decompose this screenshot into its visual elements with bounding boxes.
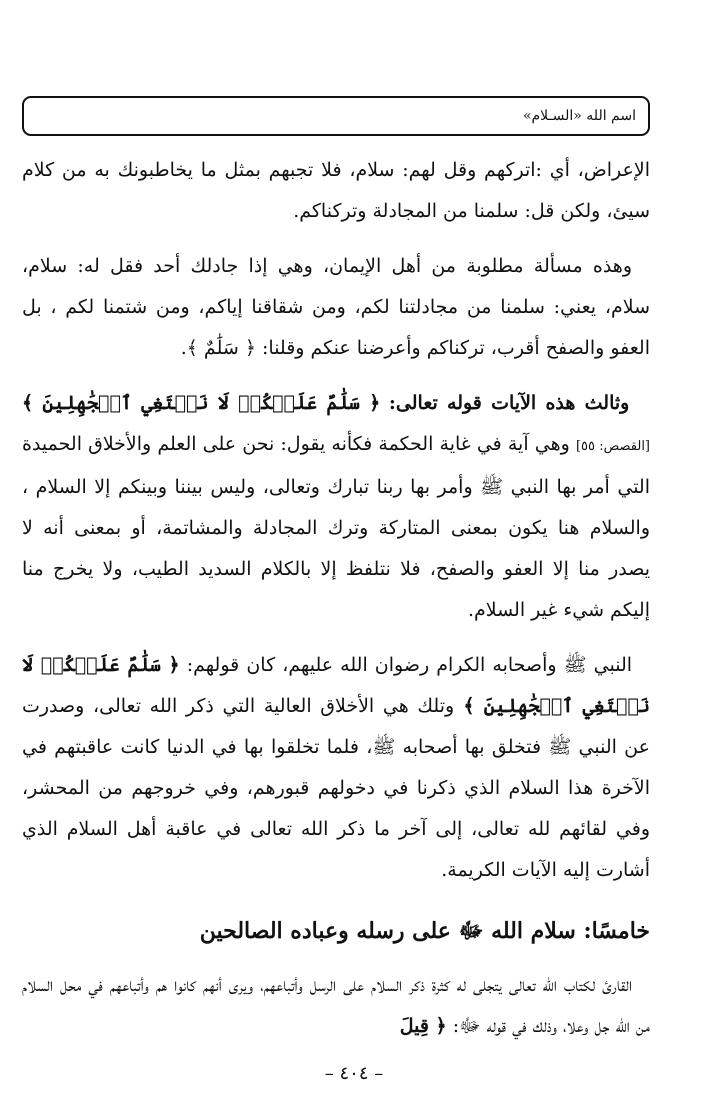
section-heading: خامسًا: سلام الله ﷻ على رسله وعباده الصالحين bbox=[199, 918, 650, 944]
paragraph-2 bbox=[22, 246, 650, 369]
running-header-box bbox=[22, 96, 650, 136]
paragraph-4-text: النبي ﷺ وأصحابه الكرام رضوان الله عليهم، كان قولهم: bbox=[186, 654, 633, 676]
paragraph-2-text: وهذه مسألة مطلوبة من أهل الإيمان، وهي إذا جادلك أحد فقل له: سلام، سلام، يعني: سلمنا من مجادلتنا لكم، ومن شقاقنا إياكم، ومن شتمنا لكم ، بل العفو والصفح أقرب، تركناكم وأعرضنا عنكم وقلنا: ﴿ سَلَٰمٌ ﴾. bbox=[22, 255, 650, 359]
closing-paragraph-text: القارئ لكتاب الله تعالى يتجلى له كثرة ذكر السلام على الرسل وأتباعهم، ويرى أنهم كانوا هم وأتباعهم في محل السلام من الله جل وعلا، وذلك في قوله ﷻ: bbox=[22, 974, 650, 1037]
paragraph-3-text: وهي آية في غاية الحكمة فكأنه يقول: نحن على العلم والأخلاق الحميدة التي أمر بها النبي ﷺ وأمر بها ربنا تبارك وتعالى، وليس بيننا وبينكم إلا السلام ، والسلام هنا يكون بمعنى المتاركة وترك المجادلة والمشاتمة، أو بمعنى أنه لا يصدر منا إلا العفو والصفح، فلا نتلفظ إلا بالكلام السديد الطيب، ولا يخرج منا إليكم شيء غير السلام. bbox=[22, 433, 650, 621]
paragraph-4-text-continued: وتلك هي الأخلاق العالية التي ذكر الله تعالى، وصدرت عن النبي ﷺ فتخلق بها أصحابه ﷺ، فلما تخلقوا بها في الدنيا كانت عاقبتهم في الآخرة هذا السلام الذي ذكرنا في دخولهم قبورهم، وفي خروجهم من المحشر، وفي لقائهم لله تعالى، إلى آخر ما ذكر الله تعالى في عاقبة أهل السلام الذي أشارت إليه الآيات الكريمة. bbox=[22, 695, 650, 881]
paragraph-1-text: الإعراض، أي :اتركهم وقل لهم: سلام، فلا تجبهم بمثل ما يخاطبونك به من كلام سيئ، ولكن قل: سلمنا من المجادلة وتركناكم. bbox=[22, 159, 650, 222]
page-body bbox=[22, 150, 650, 1061]
paragraph-1 bbox=[22, 150, 650, 232]
page-number: – ٤٠٤ – bbox=[324, 1063, 384, 1084]
paragraph-3-quran-verse: ﴿ سَلَٰمٌ عَلَيۡكُمۡ لَا نَبۡتَغِي ٱلۡجَٰهِلِينَ ﴾ bbox=[22, 392, 381, 414]
paragraph-4 bbox=[22, 645, 650, 891]
paragraph-3-lead: وثالث هذه الآيات قوله تعالى: bbox=[388, 392, 630, 414]
running-header-title: اسم الله «السـلام» bbox=[522, 108, 636, 124]
paragraph-4-quran-verse: ﴿ سَلَٰمٌ عَلَيۡكُمۡ لَا نَبۡتَغِي ٱلۡجَٰهِلِينَ ﴾ bbox=[22, 654, 650, 717]
paragraph-3-verse-reference: [القصص: ٥٥] bbox=[575, 439, 651, 454]
closing-paragraph-quran-verse: ﴿ قِيلَ bbox=[399, 1015, 447, 1037]
paragraph-3 bbox=[22, 383, 650, 631]
closing-paragraph bbox=[22, 965, 650, 1047]
